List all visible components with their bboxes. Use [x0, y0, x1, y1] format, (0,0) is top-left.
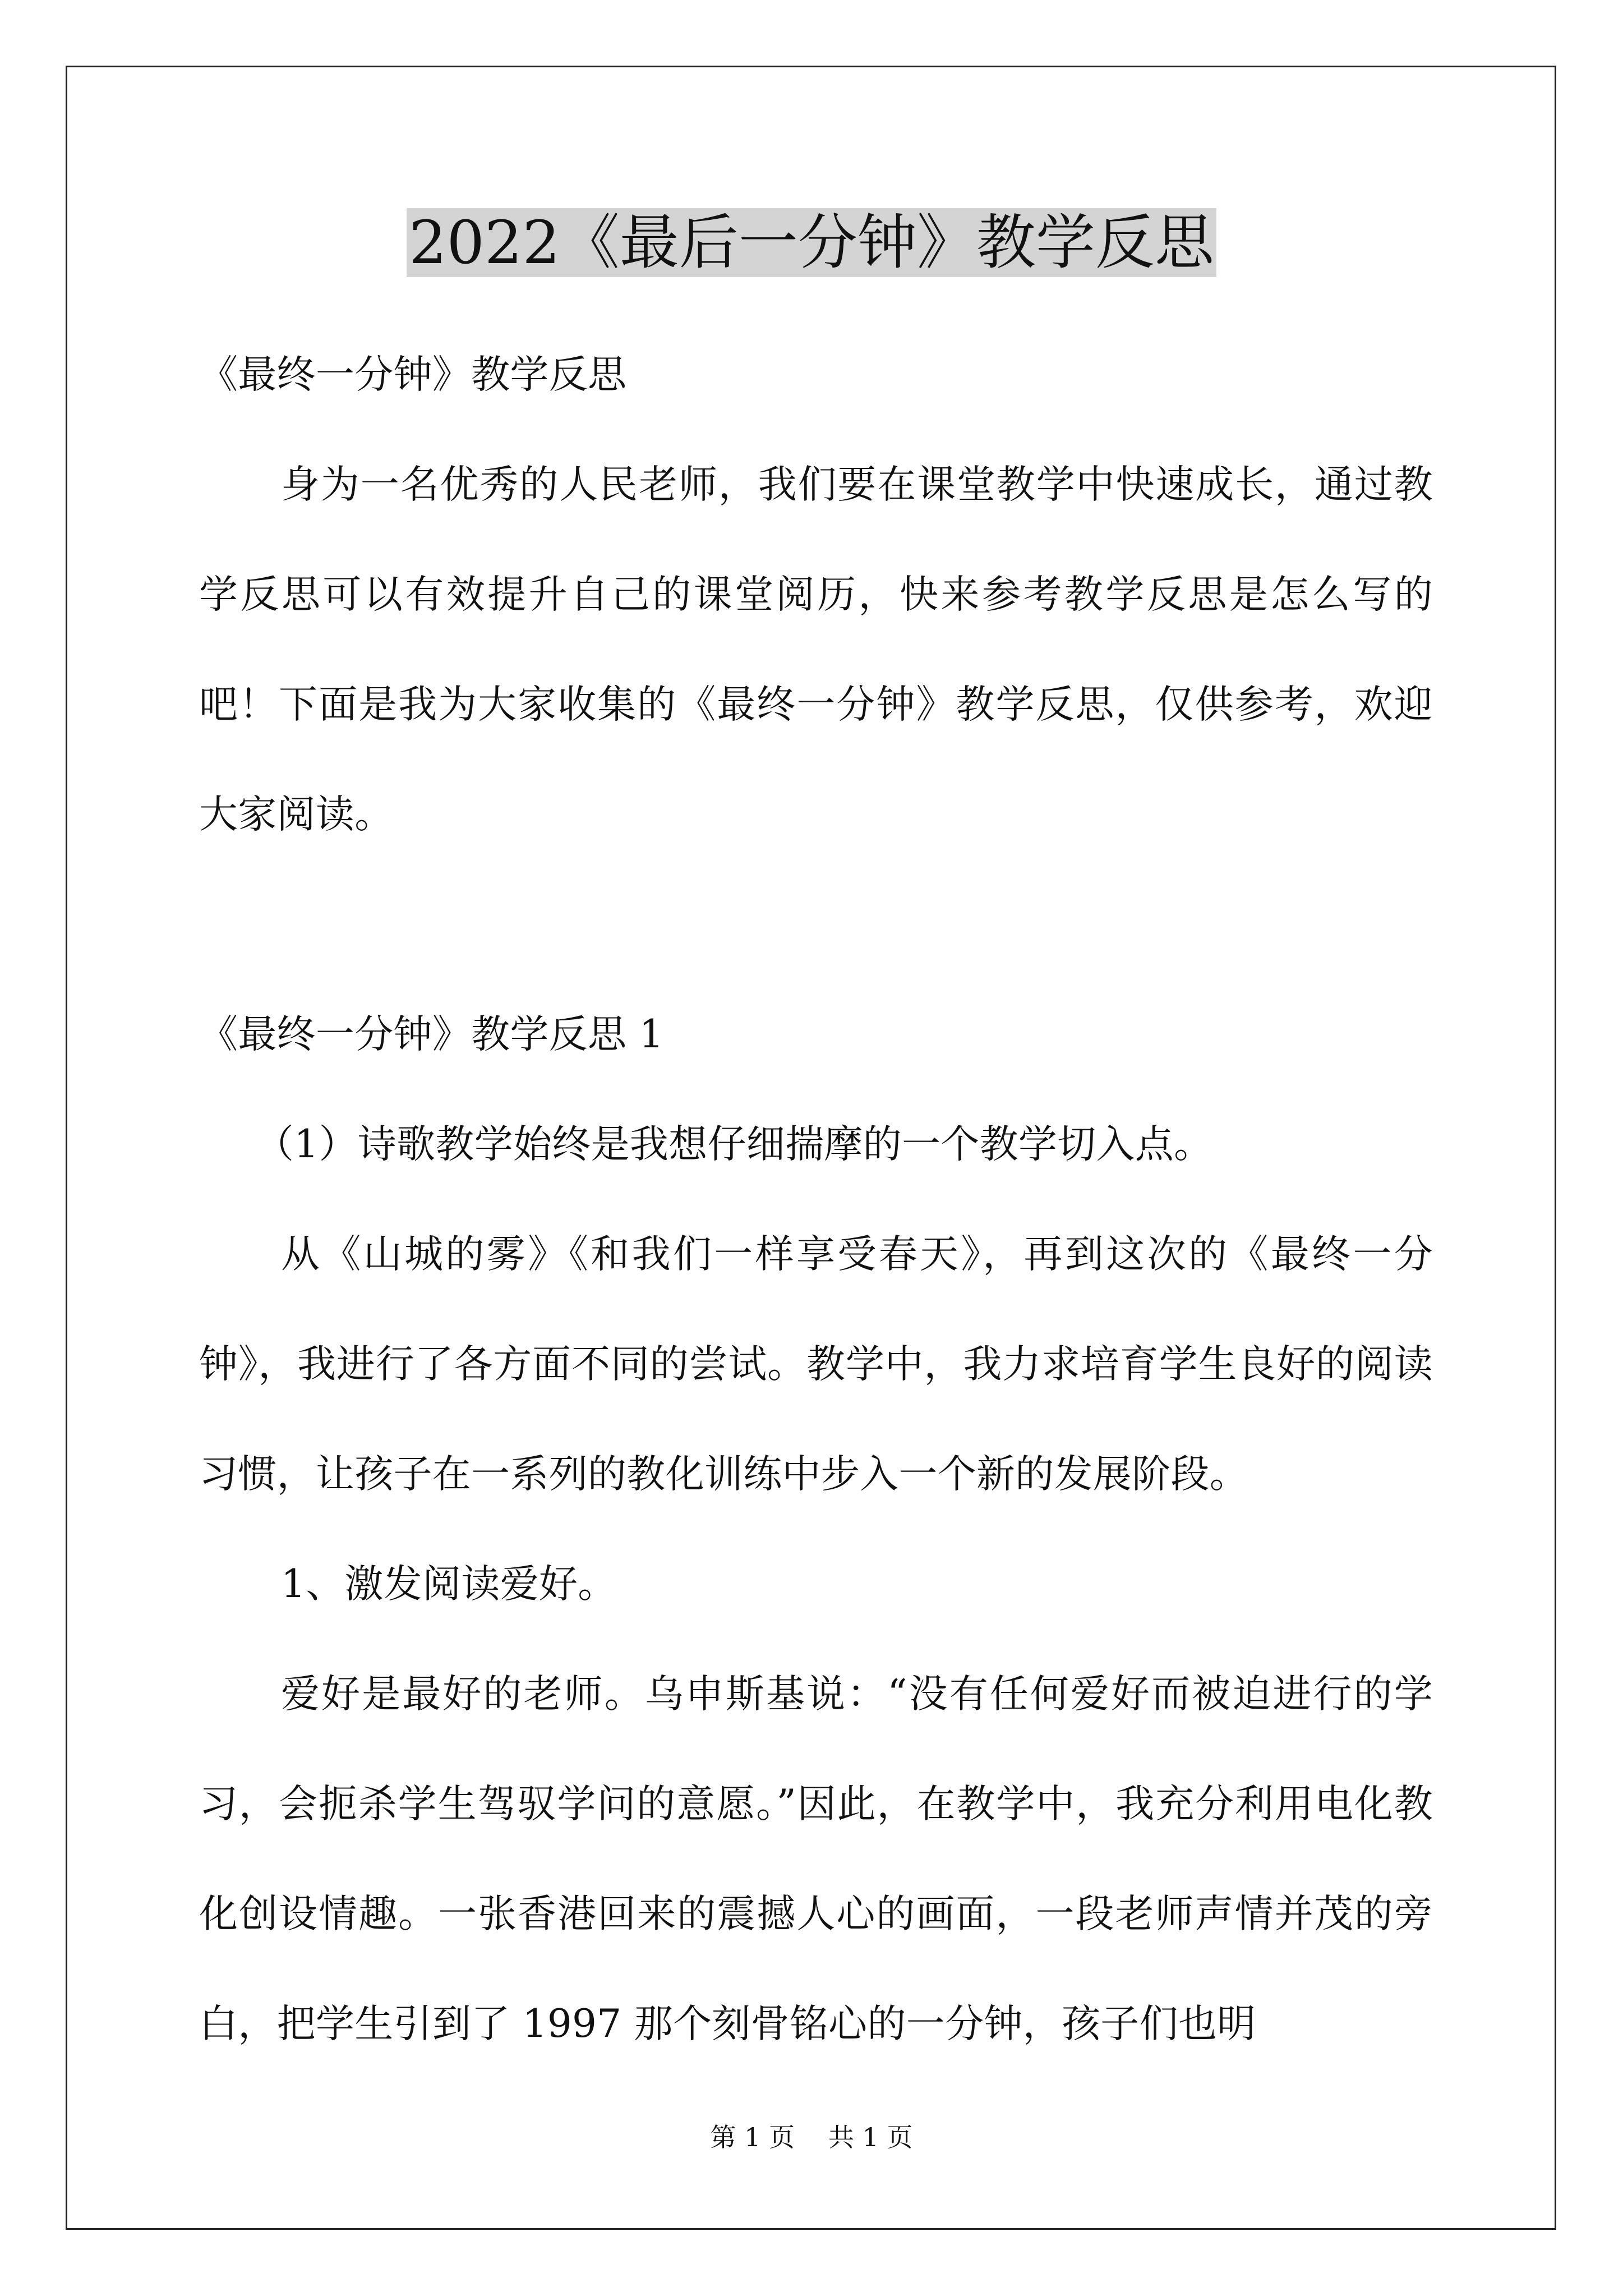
section-paragraph: 爱好是最好的老师。乌申斯基说：“没有任何爱好而被迫进行的学习，会扼杀学生驾驭学问的意愿。”因此，在教学中，我充分利用电化教化创设情趣。一张香港回来的震撼人心的画面，一段老师声情并茂的旁白，把学生引到了 1997 那个刻骨铭心的一分钟，孩子们也明 — [199, 1672, 1433, 2046]
paragraph-spacer — [199, 869, 1433, 979]
document-title-text: 2022《最后一分钟》教学反思 — [407, 208, 1216, 277]
section-paragraph: 1、激发阅读爱好。 — [281, 1562, 617, 1607]
page-total: 共 1 页 — [828, 2122, 913, 2152]
section-paragraph: （1）诗歌教学始终是我想仔细揣摩的一个教学切入点。 — [255, 1122, 1213, 1167]
document-title — [0, 201, 1623, 285]
document-body — [199, 320, 1433, 2079]
intro-paragraph: 身为一名优秀的人民老师，我们要在课堂教学中快速成长，通过教学反思可以有效提升自己的课堂阅历，快来参考教学反思是怎么写的吧！下面是我为大家收集的《最终一分钟》教学反思，仅供参考，欢迎大家阅读。 — [199, 462, 1433, 837]
page-footer — [0, 2120, 1623, 2154]
section-heading: 《最终一分钟》教学反思 1 — [199, 1012, 664, 1057]
section-paragraph: 从《山城的雾》《和我们一样享受春天》，再到这次的《最终一分钟》，我进行了各方面不同的尝试。教学中，我力求培育学生良好的阅读习惯，让孩子在一系列的教化训练中步入一个新的发展阶段。 — [199, 1232, 1433, 1497]
document-subtitle: 《最终一分钟》教学反思 — [199, 352, 627, 397]
page-number: 第 1 页 — [710, 2122, 795, 2152]
